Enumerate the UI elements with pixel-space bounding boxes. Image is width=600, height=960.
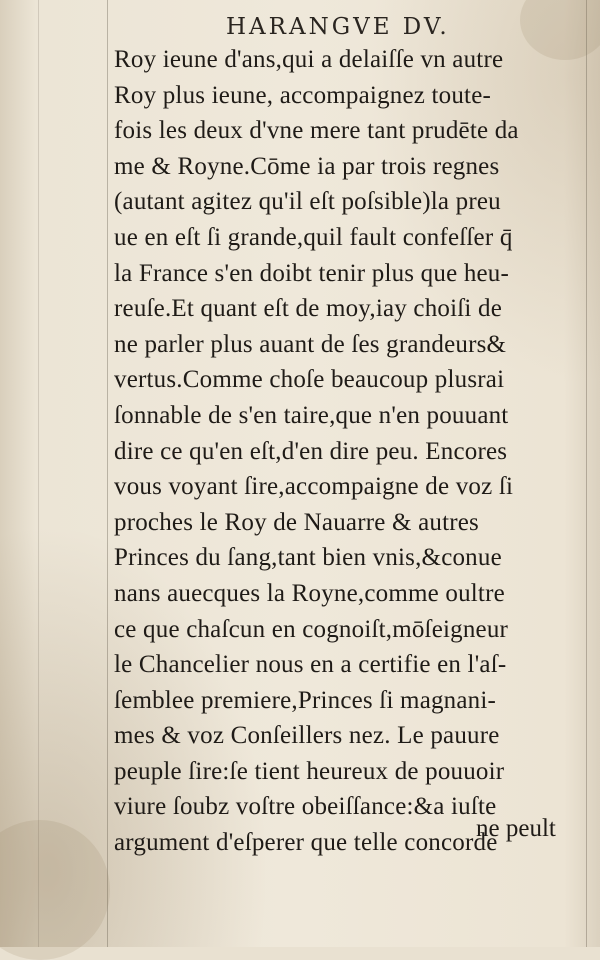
- text-line: vous voyant ſire,accompaigne de voz ſi: [114, 473, 514, 501]
- text-line: ue en eſt ſi grande,quil fault confeſſer q̄: [114, 223, 513, 251]
- page-edge-line: [38, 0, 39, 947]
- text-line: peuple ſire:ſe tient heureux de pouuoir: [114, 757, 505, 785]
- text-line: vertus.Comme choſe beaucoup plusrai: [114, 366, 505, 394]
- text-line: mes & voz Conſeillers nez. Le pauure: [114, 722, 500, 750]
- text-line: ce que chaſcun en cognoiſt,mōſeigneur: [114, 615, 509, 643]
- left-margin-rule: [107, 0, 108, 947]
- text-line: la France s'en doibt tenir plus que heu-: [114, 259, 510, 287]
- text-line: argument d'eſperer que telle concorde: [114, 829, 498, 857]
- text-line: Roy plus ieune, accompaignez toute-: [114, 81, 492, 109]
- right-margin-rule: [586, 0, 587, 947]
- text-line: reuſe.Et quant eſt de moy,iay choiſi de: [114, 295, 503, 323]
- text-line: ſemblee premiere,Princes ſi magnani-: [114, 686, 497, 714]
- body-text: [114, 42, 584, 861]
- text-line: fois les deux d'vne mere tant prudēte da: [114, 117, 519, 145]
- text-line: dire ce qu'en eſt,d'en dire peu. Encores: [114, 437, 508, 465]
- text-line: viure ſoubz voſtre obeiſſance:&a iuſte: [114, 793, 497, 821]
- text-line: nans auecques la Royne,comme oultre: [114, 579, 505, 607]
- text-line: Princes du ſang,tant bien vnis,&conue: [114, 544, 502, 572]
- text-line: proches le Roy de Nauarre & autres: [114, 508, 479, 536]
- text-line: ne parler plus auant de ſes grandeurs&: [114, 330, 507, 358]
- running-head: HARANGVE DV.: [226, 14, 450, 40]
- text-line: me & Royne.Cōme ia par trois regnes: [114, 152, 500, 180]
- catchword: ne peult: [476, 815, 556, 842]
- text-line: Roy ieune d'ans,qui a delaiſſe vn autre: [114, 46, 504, 73]
- text-line: ſonnable de s'en taire,que n'en pouuant: [114, 401, 509, 429]
- text-line: (autant agitez qu'il eſt poſsible)la preu: [114, 188, 501, 216]
- text-line: le Chancelier nous en a certifie en l'aſ-: [114, 651, 507, 679]
- paper-stain: [0, 820, 110, 960]
